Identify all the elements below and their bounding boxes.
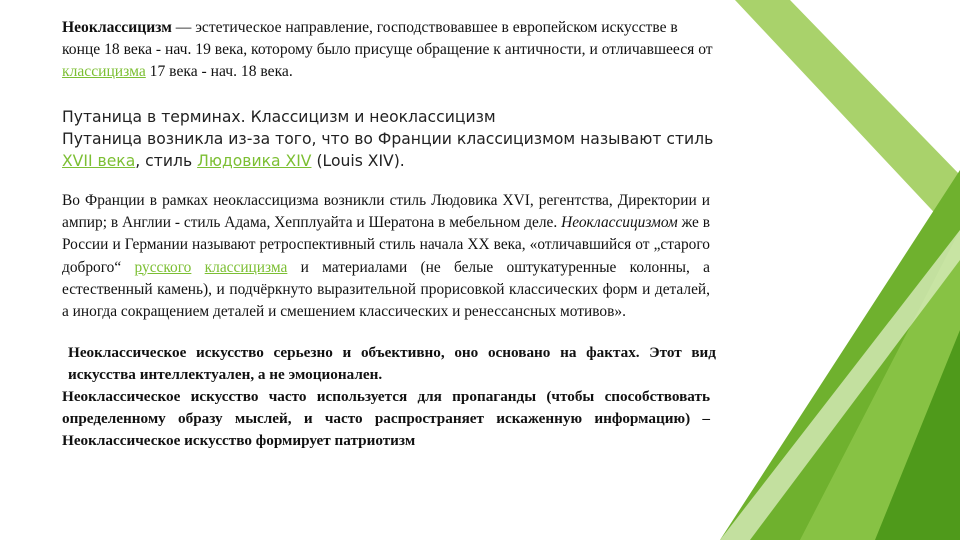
styles-text: Во Франции в рамках неоклассицизма возникли стиль Людовика XVI, регентства, Директории и ампир; в Англии - стиль Адама, Хепплуайта и Шератона в мебельном деле.	[62, 192, 710, 232]
link-classicism[interactable]: классицизма	[62, 63, 146, 80]
link-17th-century[interactable]: XVII века	[62, 152, 136, 170]
styles-text-end: и материалами (не белые оштукатуренные колонны, а естественный камень), и подчёркнуто выразительной прорисовкой классических форм и деталей, а иногда сокращением деталей и смешением классических и ренессансных мотивов».	[62, 258, 710, 321]
styles-text-mid: же в России и Германии называют ретроспективный стиль начала XX века, «отличавшийся от „старого доброго“	[62, 214, 711, 276]
confusion-text-end: (Louis XIV).	[311, 152, 405, 170]
link-classicism-2[interactable]: классицизма	[204, 258, 288, 276]
confusion-text: Путаница возникла из-за того, что во Франции классицизмом называют стиль	[62, 130, 714, 148]
term-neoclassicism: Неоклассицизм	[62, 19, 172, 36]
intro-paragraph	[62, 17, 714, 83]
intro-text-end: 17 века - нач. 18 века.	[145, 63, 293, 80]
styles-paragraph	[62, 190, 710, 323]
link-russian[interactable]: русского	[134, 258, 192, 276]
propaganda-paragraph: Неоклассическое искусство часто используется для пропаганды (чтобы способствовать определенному образу мыслей, и часто распространяет искаженную информацию) – Неоклассическое искусство формирует патриотизм	[62, 388, 710, 449]
section-heading: Путаница в терминах. Классицизм и неоклассицизм	[62, 108, 496, 126]
confusion-paragraph	[62, 128, 722, 172]
objective-paragraph: Неоклассическое искусство серьезно и объективно, оно основано на фактах. Этот вид искусства интеллектуален, а не эмоционален.	[68, 344, 716, 383]
confusion-text-mid: , стиль	[135, 152, 198, 170]
intro-text: — эстетическое направление, господствовавшее в европейском искусстве в конце 18 века - нач. 19 века, которому было присуще обращение к античности, и отличавшееся от	[62, 19, 713, 58]
term-italic: Неоклассицизмом	[561, 214, 678, 232]
link-louis-xiv[interactable]: Людовика XIV	[197, 152, 312, 170]
